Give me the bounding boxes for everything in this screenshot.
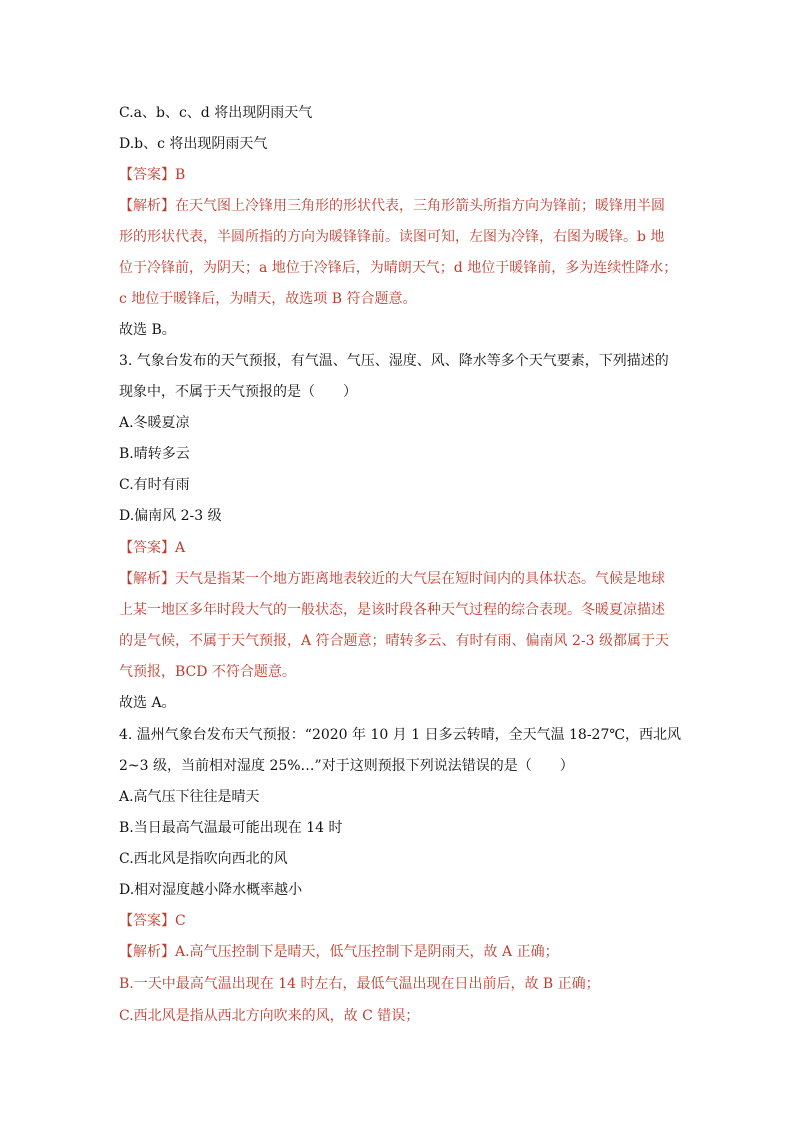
q4-answer [119,913,679,929]
q4-analysis-line-2: B.一天中最高气温出现在 14 时左右，最低气温出现在日出前后，故 B 正确； [119,976,600,992]
q2-conclusion: 故选 B。 [119,322,176,338]
analysis-text: 在天气图上冷锋用三角形的形状代表，三角形箭头所指方向为锋前；暖锋用半圆 [175,198,665,214]
q2-option-c: C.a、b、c、d 将出现阴雨天气 [119,105,313,121]
q4-stem-line-2: 2~3 级，当前相对湿度 25%…”对于这则预报下列说法错误的是（ ） [119,758,574,774]
answer-tag: 【答案】 [119,540,175,556]
answer-tag: 【答案】 [119,167,175,183]
analysis-text: A.高气压控制下是晴天，低气压控制下是阴雨天，故 A 正确； [175,944,559,960]
q4-analysis-line-3: C.西北风是指从西北方向吹来的风，故 C 错误； [119,1008,420,1024]
q4-option-d: D.相对湿度越小降水概率越小 [119,882,303,898]
q3-option-b: B.晴转多云 [119,446,190,462]
q2-analysis-line-2: 形的形状代表，半圆所指的方向为暖锋锋前。读图可知，左图为冷锋，右图为暖锋。b 地 [119,229,665,245]
q3-stem-line-2: 现象中，不属于天气预报的是（ ） [119,384,357,400]
answer-value: A [175,540,186,556]
q3-conclusion: 故选 A。 [119,695,176,711]
analysis-tag: 【解析】 [119,571,175,587]
q2-answer [119,167,679,183]
q2-analysis-line-1 [119,198,679,214]
analysis-text: 天气是指某一个地方距离地表较近的大气层在短时间内的具体状态。气候是地球 [175,571,665,587]
q3-option-d: D.偏南风 2-3 级 [119,508,222,524]
analysis-tag: 【解析】 [119,198,175,214]
q4-stem-line-1: 4. 温州气象台发布天气预报：“2020 年 10 月 1 日多云转晴，全天气温 18-27℃，西北风 [119,727,682,743]
q3-analysis-line-1 [119,571,679,587]
q2-analysis-line-3: 位于冷锋前，为阴天；a 地位于冷锋后，为晴朗天气；d 地位于暖锋前，多为连续性降水； [119,260,678,276]
answer-tag: 【答案】 [119,913,175,929]
q4-analysis-line-1 [119,944,679,960]
q3-option-c: C.有时有雨 [119,477,190,493]
q3-answer [119,540,679,556]
analysis-tag: 【解析】 [119,944,175,960]
q4-option-a: A.高气压下往往是晴天 [119,789,260,805]
q4-option-b: B.当日最高气温最可能出现在 14 时 [119,820,343,836]
q3-stem-line-1: 3. 气象台发布的天气预报，有气温、气压、湿度、风、降水等多个天气要素，下列描述的 [119,353,669,369]
q3-option-a: A.冬暖夏凉 [119,415,190,431]
q2-analysis-line-4: c 地位于暖锋后，为晴天，故选项 B 符合题意。 [119,291,417,307]
q4-option-c: C.西北风是指吹向西北的风 [119,851,288,867]
q3-analysis-line-3: 的是气候，不属于天气预报，A 符合题意；晴转多云、有时有雨、偏南风 2-3 级都属于天 [119,633,670,649]
answer-value: B [175,167,186,183]
q2-option-d: D.b、c 将出现阴雨天气 [119,136,268,152]
q3-analysis-line-2: 上某一地区多年时段大气的一般状态，是该时段各种天气过程的综合表现。冬暖夏凉描述 [119,602,665,618]
answer-value: C [175,913,186,929]
q3-analysis-line-4: 气预报，BCD 不符合题意。 [119,664,296,680]
